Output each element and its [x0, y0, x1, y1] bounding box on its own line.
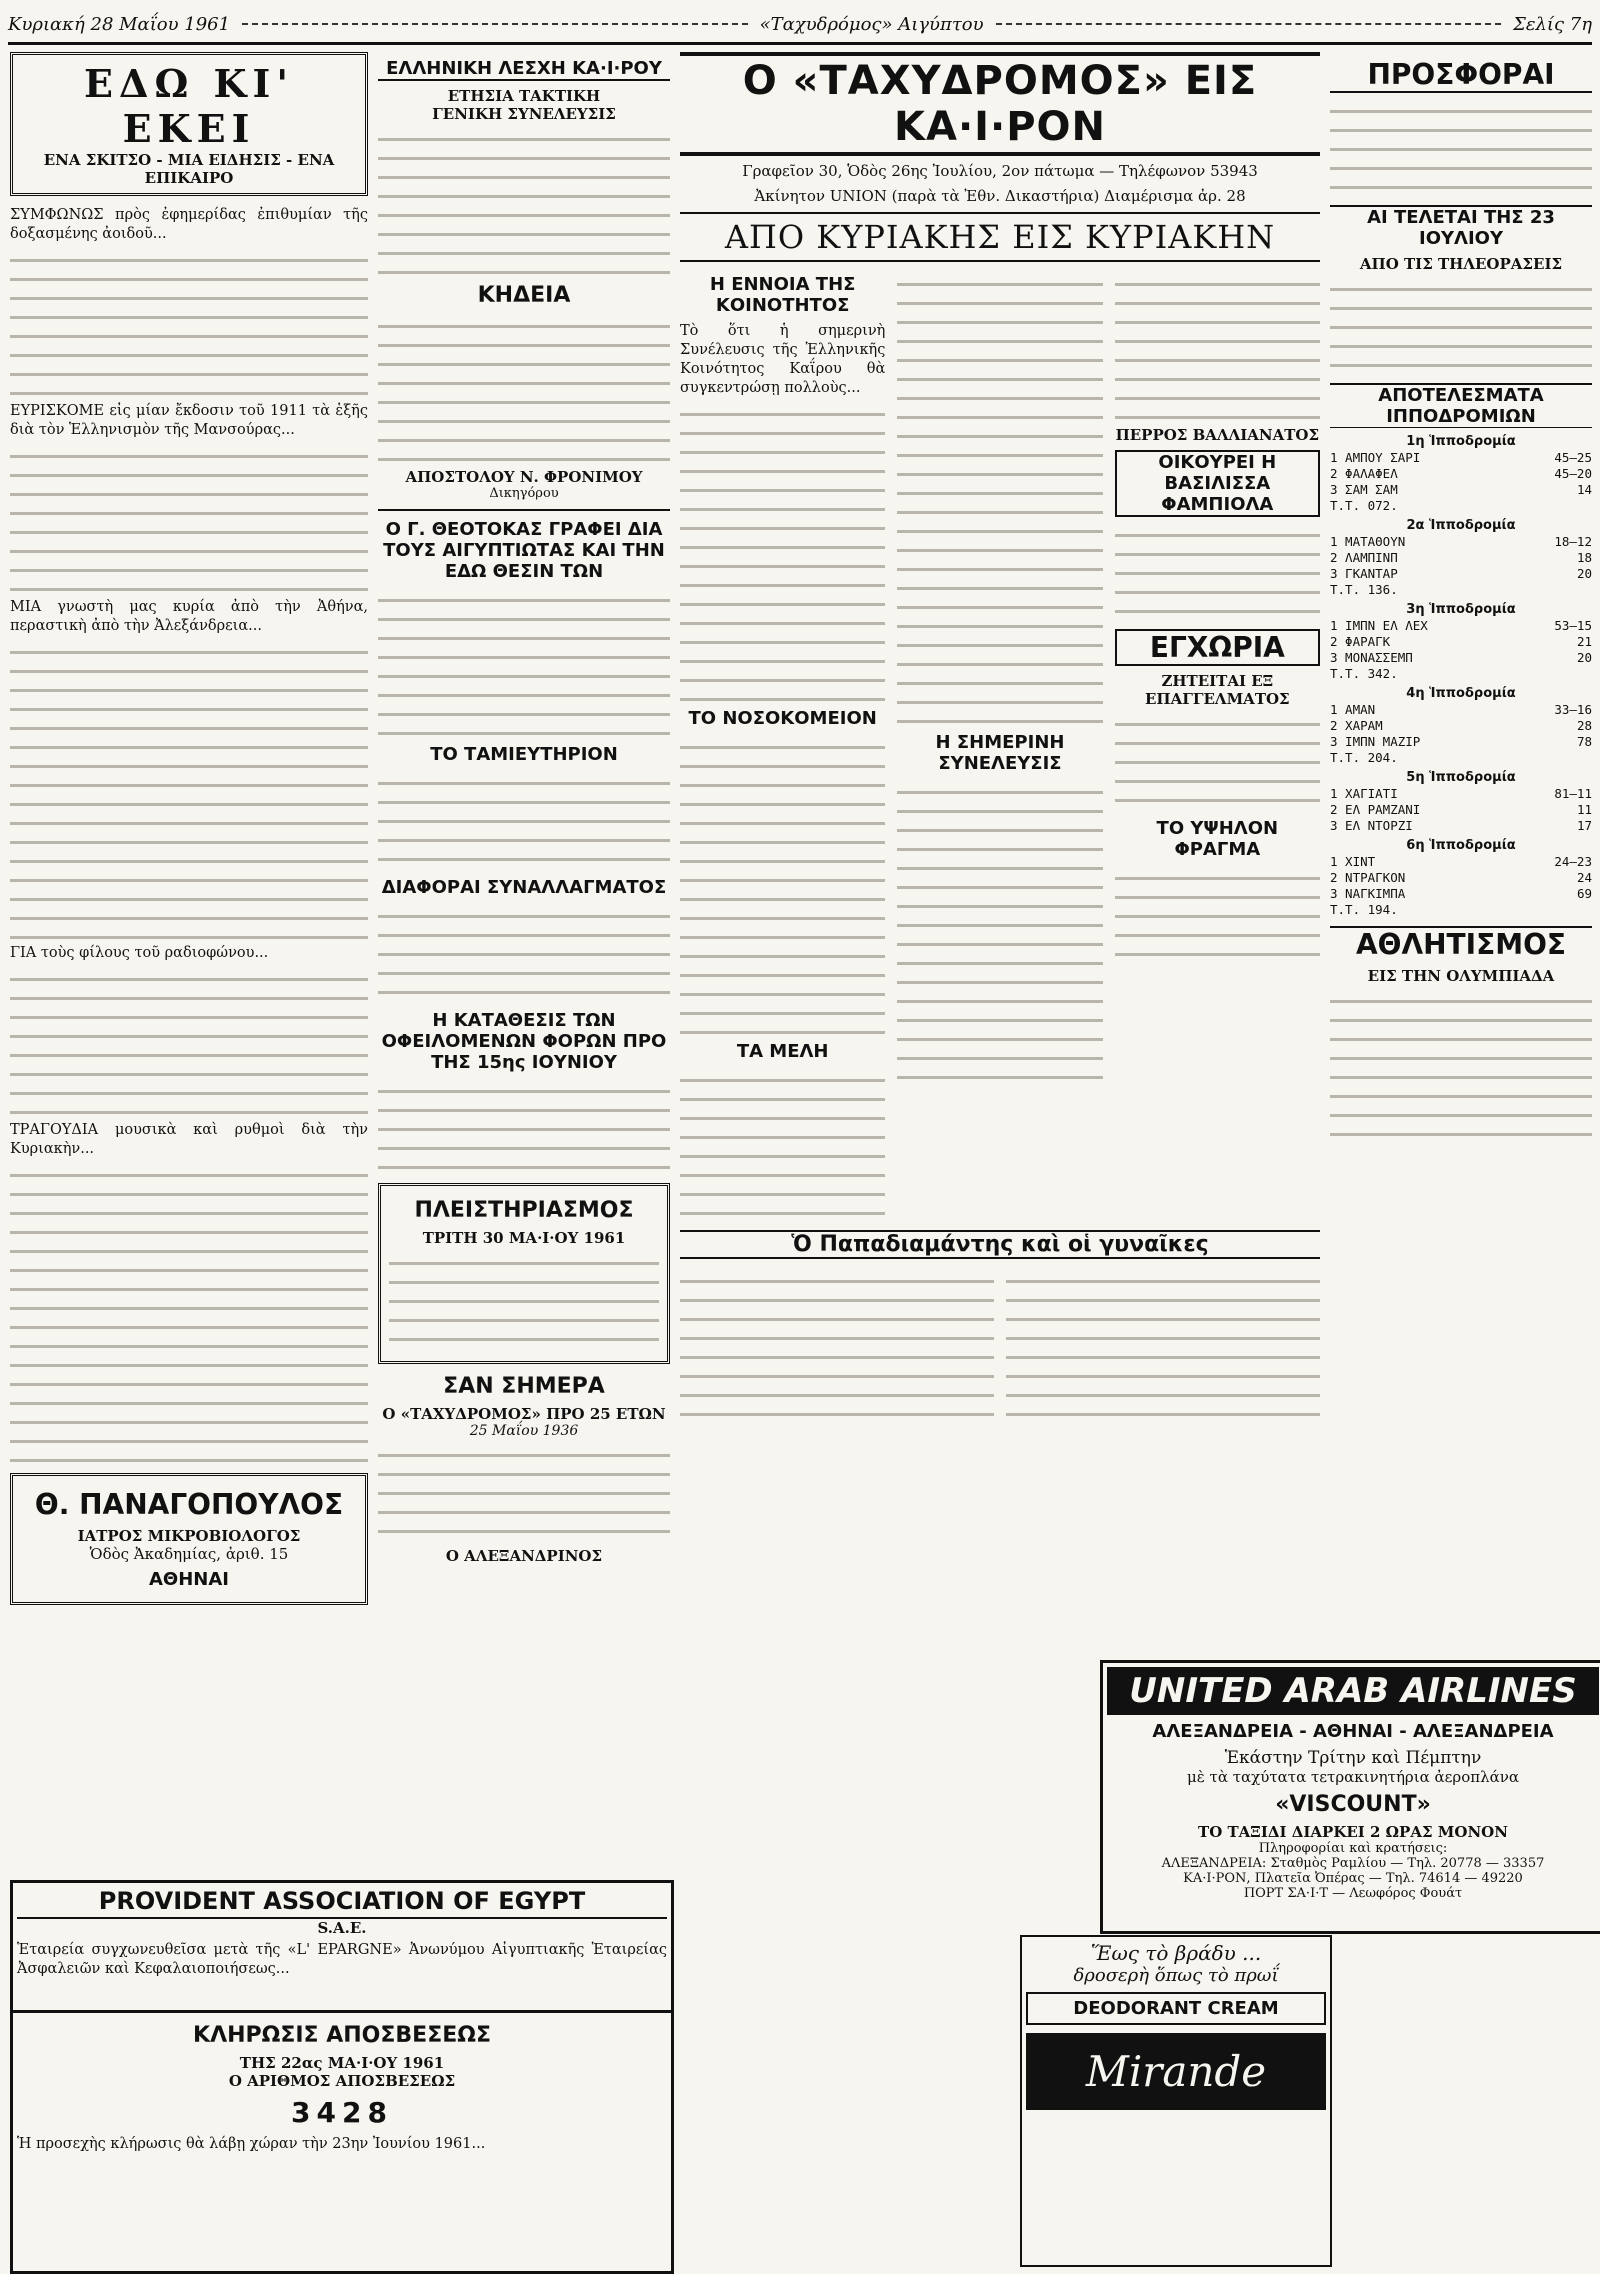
papadiamantis-headline: Ὁ Παπαδιαμάντης καὶ οἱ γυναῖκες: [680, 1230, 1320, 1259]
taxes-headline: Η ΚΑΤΑΘΕΣΙΣ ΤΩΝ ΟΦΕΙΛΟΜΕΝΩΝ ΦΟΡΩΝ ΠΡΟ ΤΗΣ 15ης ΙΟΥΝΙΟΥ: [381, 1010, 667, 1073]
signature: ΠΕΡΡΟΣ ΒΑΛΛΙΑΝΑΤΟΣ: [1115, 426, 1320, 444]
horse-name: 2 ΦΑΡΑΓΚ: [1330, 634, 1391, 649]
doctor-city: ΑΘΗΝΑΙ: [149, 1569, 229, 1590]
column-1: [10, 52, 368, 1932]
horse-odds: 18: [1576, 550, 1592, 565]
horse-odds: 11: [1576, 802, 1592, 817]
horse-odds: 14: [1576, 482, 1592, 497]
airline-planes: μὲ τὰ ταχύτατα τετρακινητήρια ἀεροπλάνα: [1186, 1768, 1520, 1786]
horse-name: 3 ΜΟΝΑΣΣΕΜΠ: [1330, 650, 1413, 665]
on-this-day-headline: ΣΑΝ ΣΗΜΕΡΑ: [443, 1374, 605, 1399]
horse-odds: 17: [1576, 818, 1592, 833]
race-results: [1330, 434, 1592, 918]
race-row: [1330, 466, 1592, 482]
text-block: [1330, 989, 1592, 1139]
horse-name: 3 ΣΑΜ ΣΑΜ: [1330, 482, 1398, 497]
horse-odds: 20: [1576, 650, 1592, 665]
doctor-ad: [10, 1473, 368, 1605]
masthead-date: Κυριακή 28 Μαΐου 1961: [8, 13, 231, 35]
edo-ki-ekei-header: [10, 52, 368, 196]
ceremonies-headline: ΑΙ ΤΕΛΕΤΑΙ ΤΗΣ 23 ΙΟΥΛΙΟΥ: [1330, 205, 1592, 249]
airline-info: Πληροφορίαι καὶ κρατήσεις:: [1258, 1841, 1448, 1856]
office-line-2: Ἀκίνητον UNION (παρὰ τὰ Ἐθν. Δικαστήρια) Διαμέρισμα ἀρ. 28: [754, 187, 1246, 205]
race-row: [1330, 566, 1592, 582]
airline-route: ΑΛΕΞΑΝΔΡΕΙΑ - ΑΘΗΝΑΙ - ΑΛΕΞΑΝΔΡΕΙΑ: [1152, 1721, 1554, 1742]
cairo-banner: Ο «ΤΑΧΥΔΡΟΜΟΣ» ΕΙΣ ΚΑ·Ι·ΡΟΝ: [680, 52, 1320, 156]
masthead: [8, 6, 1592, 45]
text-block: [378, 771, 670, 871]
race-title: 5η Ἱπποδρομία: [1406, 770, 1516, 785]
provident-ad: [10, 1880, 674, 2014]
race-title: 6η Ἱπποδρομία: [1406, 838, 1516, 853]
sunday-headline: ΑΠΟ ΚΥΡΙΑΚΗΣ ΕΙΣ ΚΥΡΙΑΚΗΝ: [680, 212, 1320, 262]
theotokas-headline: Ο Γ. ΘΕΟΤΟΚΑΣ ΓΡΑΦΕΙ ΔΙΑ ΤΟΥΣ ΑΙΓΥΠΤΙΩΤΑΣ ΚΑΙ ΤΗΝ ΕΔΩ ΘΕΣΙΝ ΤΩΝ: [383, 519, 665, 582]
signature-title: Δικηγόρου: [489, 486, 559, 501]
text-block: [1115, 523, 1320, 623]
text-block: [1006, 1269, 1320, 1419]
article-paragraph: ΓΙΑ τοὺς φίλους τοῦ ραδιοφώνου...: [10, 945, 269, 961]
members-headline: ΤΑ ΜΕΛΗ: [736, 1041, 829, 1062]
auction-box: [378, 1183, 670, 1364]
horse-odds: 81—11: [1554, 786, 1592, 801]
horse-odds: 53—15: [1554, 618, 1592, 633]
provident-sub: S.A.E.: [317, 1919, 367, 1937]
race-row: [1330, 482, 1592, 498]
article-columns: [680, 1265, 1320, 1423]
local-news-sub: ΖΗΤΕΙΤΑΙ ΕΞ ΕΠΑΓΓΕΛΜΑΤΟΣ: [1144, 672, 1290, 708]
text-block: [378, 1079, 670, 1179]
horse-name: 2 ΦΑΛΑΦΕΛ: [1330, 466, 1398, 481]
text-block: [1330, 277, 1592, 377]
text-block: [10, 967, 368, 1117]
text-block: [1115, 712, 1320, 812]
article-paragraph: Τὸ ὅτι ἡ σημερινὴ Συνέλευσις τῆς Ἑλληνικῆς Κοινότητος Καΐρου θὰ συγκεντρώσῃ πολλοὺς...: [680, 323, 886, 396]
dam-headline: ΤΟ ΥΨΗΛΟΝ ΦΡΑΓΜΑ: [1156, 818, 1279, 860]
auction-headline: ΠΛΕΙΣΤΗΡΙΑΣΜΟΣ: [414, 1198, 634, 1223]
horse-name: 1 ΙΜΠΝ ΕΛ ΛΕΧ: [1330, 618, 1428, 633]
horse-name: 2 ΝΤΡΑΓΚΟΝ: [1330, 870, 1406, 885]
race-row: [1330, 718, 1592, 734]
race-tote: Τ.Τ. 194.: [1330, 902, 1398, 917]
divider: [378, 509, 670, 511]
horse-name: 1 ΑΜΑΝ: [1330, 702, 1376, 717]
horse-odds: 45—25: [1554, 450, 1592, 465]
race-row: [1330, 802, 1592, 818]
airline-logo: UNITED ARAB AIRLINES: [1107, 1667, 1599, 1715]
fabiola-headline: ΟΙΚΟΥΡΕΙ Η ΒΑΣΙΛΙΣΣΑ ΦΑΜΠΙΟΛΑ: [1115, 450, 1320, 517]
hospital-headline: ΤΟ ΝΟΣΟΚΟΜΕΙΟΝ: [688, 708, 877, 729]
race-row: [1330, 854, 1592, 870]
text-block: [680, 1068, 885, 1218]
race-tote: Τ.Τ. 204.: [1330, 750, 1398, 765]
text-block: [897, 576, 1102, 726]
doctor-address: Ὁδὸς Ἀκαδημίας, ἀριθ. 15: [89, 1545, 289, 1563]
provident-title: PROVIDENT ASSOCIATION OF EGYPT: [17, 1887, 667, 1919]
community-headline: Η ΕΝΝΟΙΑ ΤΗΣ ΚΟΙΝΟΤΗΤΟΣ: [709, 274, 856, 316]
section-title: ΕΔΩ ΚΙ' ΕΚΕΙ: [84, 61, 294, 151]
airline-trip: ΤΟ ΤΑΞΙΔΙ ΔΙΑΡΚΕΙ 2 ΩΡΑΣ ΜΟΝΟΝ: [1198, 1823, 1508, 1841]
race-tote: Τ.Τ. 072.: [1330, 498, 1398, 513]
horse-name: 3 ΕΛ ΝΤΟΡΖΙ: [1330, 818, 1413, 833]
race-row: [1330, 634, 1592, 650]
race-row: [1330, 450, 1592, 466]
masthead-page: Σελίς 7η: [1513, 13, 1592, 35]
horse-name: 1 ΧΙΝΤ: [1330, 854, 1376, 869]
race-row: [1330, 870, 1592, 886]
text-block: [1115, 272, 1320, 422]
race-tote: Τ.Τ. 136.: [1330, 582, 1398, 597]
provident-text: Ἑταιρεία συγχωνευθεῖσα μετὰ τῆς «L' EPARGNE» Ἀνωνύμου Αἰγυπτιακῆς Ἑταιρείας Ἀσφαλειῶν καὶ Κεφαλαιοποιήσεως...: [17, 1942, 667, 1977]
auction-date: ΤΡΙΤΗ 30 ΜΑ·Ι·ΟΥ 1961: [422, 1229, 626, 1247]
column-3: [680, 52, 1320, 1423]
horse-odds: 78: [1576, 734, 1592, 749]
airline-days: Ἑκάστην Τρίτην καὶ Πέμπτην: [1224, 1748, 1482, 1768]
office-line-1: Γραφεῖον 30, Ὁδὸς 26ης Ἰουλίου, 2ον πάτωμα — Τηλέφωνον 53943: [742, 162, 1258, 180]
section-subtitle: ΕΝΑ ΣΚΙΤΣΟ - ΜΙΑ ΕΙΔΗΣΙΣ - ΕΝΑ ΕΠΙΚΑΙΡΟ: [43, 151, 335, 187]
text-block: [897, 780, 1102, 1080]
lottery-sub: ΤΗΣ 22ας ΜΑ·Ι·ΟΥ 1961: [239, 2054, 445, 2072]
horse-name: 3 ΝΑΓΚΙΜΠΑ: [1330, 886, 1406, 901]
sports-headline: ΑΘΛΗΤΙΣΜΟΣ: [1330, 926, 1592, 961]
horse-odds: 20: [1576, 566, 1592, 581]
race-tote: Τ.Τ. 342.: [1330, 666, 1398, 681]
on-this-day-sub: Ο «ΤΑΧΥΔΡΟΜΟΣ» ΠΡΟ 25 ΕΤΩΝ: [382, 1405, 666, 1423]
race-title: 3η Ἱπποδρομία: [1406, 602, 1516, 617]
text-block: [10, 444, 368, 594]
deo-tagline-b: δροσερὴ ὅπως τὸ πρωΐ: [1073, 1965, 1279, 1986]
horse-name: 3 ΙΜΠΝ ΜΑΖΙΡ: [1330, 734, 1421, 749]
race-row: [1330, 786, 1592, 802]
race-row: [1330, 534, 1592, 550]
funeral-headline: ΚΗΔΕΙΑ: [477, 283, 571, 308]
club-subhead-2: ΓΕΝΙΚΗ ΣΥΝΕΛΕΥΣΙΣ: [432, 105, 616, 123]
club-headline: ΕΛΛΗΝΙΚΗ ΛΕΣΧΗ ΚΑ·Ι·ΡΟΥ: [378, 58, 670, 81]
offers-headline: ΠΡΟΣΦΟΡΑΙ: [1330, 58, 1592, 93]
lottery-number: 3428: [291, 2096, 393, 2129]
text-block: [680, 735, 885, 1035]
race-row: [1330, 818, 1592, 834]
lottery-title: ΚΛΗΡΩΣΙΣ ΑΠΟΣΒΕΣΕΩΣ: [193, 2023, 491, 2048]
doctor-name: Θ. ΠΑΝΑΓΟΠΟΥΛΟΣ: [34, 1488, 344, 1521]
assembly-headline: Η ΣΗΜΕΡΙΝΗ ΣΥΝΕΛΕΥΣΙΣ: [935, 732, 1065, 774]
united-arab-airlines-ad: [1100, 1660, 1600, 1934]
airline-cairo: ΚΑ·Ι·ΡΟΝ, Πλατεῖα Ὀπέρας — Τηλ. 74614 — 49220: [1183, 1871, 1523, 1886]
race-row: [1330, 550, 1592, 566]
race-row: [1330, 618, 1592, 634]
horse-odds: 24—23: [1554, 854, 1592, 869]
article-paragraph: ΜΙΑ γνωστὴ μας κυρία ἀπὸ τὴν Ἀθήνα, περαστικὴ ἀπὸ τὴν Ἀλεξάνδρεια...: [10, 599, 368, 634]
horse-odds: 28: [1576, 718, 1592, 733]
masthead-divider: [242, 23, 748, 25]
race-title: 4η Ἱπποδρομία: [1406, 686, 1516, 701]
doctor-title: ΙΑΤΡΟΣ ΜΙΚΡΟΒΙΟΛΟΓΟΣ: [77, 1527, 301, 1545]
text-block: [897, 272, 1102, 572]
horse-name: 1 ΑΜΠΟΥ ΣΑΡΙ: [1330, 450, 1421, 465]
article-paragraph: ΣΥΜΦΩΝΩΣ πρὸς ἐφημερίδας ἐπιθυμίαν τῆς δοξασμένης ἀοιδοῦ...: [10, 207, 368, 242]
race-row: [1330, 650, 1592, 666]
text-block: [389, 1251, 659, 1351]
column-2: [378, 52, 670, 1932]
savings-headline: ΤΟ ΤΑΜΙΕΥΤΗΡΙΟΝ: [430, 744, 618, 765]
horse-name: 1 ΜΑΤΑΘΟΥΝ: [1330, 534, 1406, 549]
airline-alexandria: ΑΛΕΞΑΝΔΡΕΙΑ: Σταθμὸς Ραμλίου — Τηλ. 20778 — 33357: [1161, 1856, 1545, 1871]
horse-odds: 18—12: [1554, 534, 1592, 549]
lottery-text: Ἡ προσεχὴς κλήρωσις θὰ λάβῃ χώραν τὴν 23ην Ἰουνίου 1961...: [17, 2136, 486, 2152]
text-block: [378, 127, 670, 277]
text-block: [10, 640, 368, 940]
race-row: [1330, 734, 1592, 750]
lottery-ad: [10, 2010, 674, 2274]
text-block: [378, 904, 670, 1004]
horse-name: 2 ΧΑΡΑΜ: [1330, 718, 1383, 733]
signature: Ο ΑΛΕΞΑΝΔΡΙΝΟΣ: [445, 1547, 603, 1565]
sports-sub: ΕΙΣ ΤΗΝ ΟΛΥΜΠΙΑΔΑ: [1367, 967, 1555, 985]
text-block: [10, 1163, 368, 1463]
exchange-headline: ΔΙΑΦΟΡΑΙ ΣΥΝΑΛΛΑΓΜΑΤΟΣ: [381, 877, 667, 898]
signature: ΑΠΟΣΤΟΛΟΥ Ν. ΦΡΟΝΙΜΟΥ: [405, 468, 643, 486]
text-block: [378, 1443, 670, 1543]
text-block: [378, 314, 670, 464]
text-block: [680, 402, 885, 702]
races-headline: ΑΠΟΤΕΛΕΣΜΑΤΑ ΙΠΠΟΔΡΟΜΙΩΝ: [1330, 383, 1592, 428]
airline-viscount: «VISCOUNT»: [1275, 1792, 1431, 1817]
horse-odds: 21: [1576, 634, 1592, 649]
text-block: [680, 1269, 994, 1419]
horse-name: 3 ΓΚΑΝΤΑΡ: [1330, 566, 1398, 581]
article-paragraph: ΤΡΑΓΟΥΔΙΑ μουσικὰ καὶ ρυθμοὶ διὰ τὴν Κυριακὴν...: [10, 1122, 368, 1157]
horse-odds: 45—20: [1554, 466, 1592, 481]
local-news-headline: ΕΓΧΩΡΙΑ: [1115, 629, 1320, 666]
deo-brand-logo: Mirande: [1026, 2033, 1326, 2110]
masthead-paper: «Ταχυδρόμος» Αιγύπτου: [759, 13, 984, 35]
race-row: [1330, 886, 1592, 902]
club-subhead: ΕΤΗΣΙΑ ΤΑΚΤΙΚΗ: [447, 87, 601, 105]
ceremonies-sub: ΑΠΟ ΤΙΣ ΤΗΛΕΟΡΑΣΕΙΣ: [1359, 255, 1563, 273]
horse-name: 2 ΕΛ ΡΑΜΖΑΝΙ: [1330, 802, 1421, 817]
horse-odds: 33—16: [1554, 702, 1592, 717]
race-title: 1η Ἱπποδρομία: [1406, 434, 1516, 449]
horse-name: 2 ΛΑΜΠΙΝΠ: [1330, 550, 1398, 565]
text-block: [1115, 866, 1320, 966]
article-columns: [680, 268, 1320, 1222]
text-block: [10, 248, 368, 398]
text-block: [1330, 99, 1592, 199]
deo-product: DEODORANT CREAM: [1026, 1992, 1326, 2025]
text-block: [378, 588, 670, 738]
horse-name: 1 ΧΑΓΙΑΤΙ: [1330, 786, 1398, 801]
horse-odds: 24: [1576, 870, 1592, 885]
horse-odds: 69: [1576, 886, 1592, 901]
article-paragraph: ΕΥΡΙΣΚΟΜΕ εἰς μίαν ἔκδοσιν τοῦ 1911 τὰ ἑξῆς διὰ τὸν Ἑλληνισμὸν τῆς Μανσούρας...: [10, 403, 368, 438]
masthead-divider: [996, 23, 1502, 25]
airline-port-said: ΠΟΡΤ ΣΑ·Ι·Τ — Λεωφόρος Φουάτ: [1243, 1886, 1463, 1901]
race-row: [1330, 702, 1592, 718]
deodorant-ad: [1020, 1935, 1332, 2267]
on-this-day-date: 25 Μαΐου 1936: [469, 1423, 579, 1439]
deo-tagline-a: Ἕως τὸ βράδυ ...: [1090, 1941, 1262, 1965]
lottery-sub-2: Ο ΑΡΙΘΜΟΣ ΑΠΟΣΒΕΣΕΩΣ: [228, 2072, 456, 2090]
race-title: 2α Ἱπποδρομία: [1406, 518, 1516, 533]
